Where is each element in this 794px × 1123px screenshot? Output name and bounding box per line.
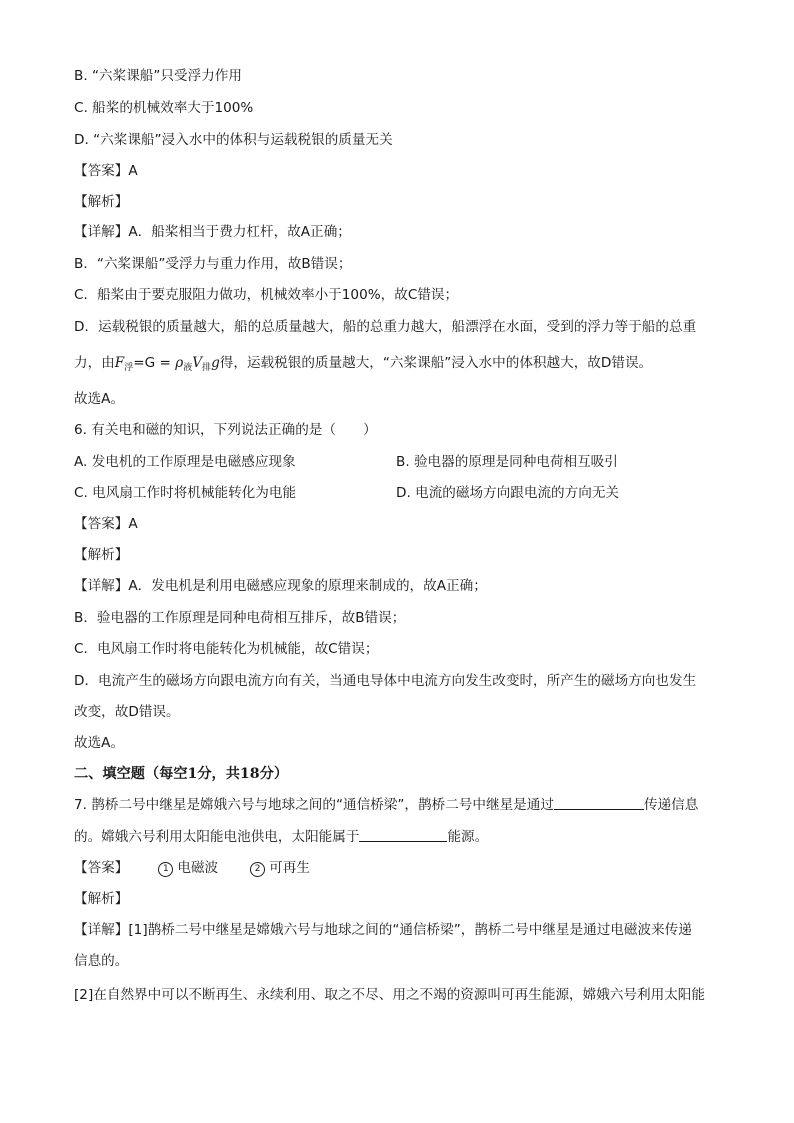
q5-option-c: C. 船桨的机械效率大于100% <box>74 100 254 116</box>
answer-blank-1 <box>554 795 644 810</box>
q7-detail-line2: 信息的。 <box>74 953 129 969</box>
q6-analysis-label: 【解析】 <box>74 547 129 563</box>
q6-detail-c: C．电风扇工作时将电能转化为机械能，故C错误； <box>74 641 379 657</box>
q6-option-c: C. 电风扇工作时将机械能转化为电能 <box>74 485 297 501</box>
q5-detail-d-post: 得，运载税银的质量越大，“六桨课船”浸入水中的体积越大，故D错误。 <box>219 355 653 371</box>
q5-choose: 故选A。 <box>74 391 125 407</box>
q5-option-b: B. “六桨课船”只受浮力作用 <box>74 68 242 84</box>
q6-option-b: B. 验电器的原理是同种电荷相互吸引 <box>396 454 618 470</box>
q6-detail-d-line1: D．电流产生的磁场方向跟电流方向有关，当通电导体中电流方向发生改变时，所产生的磁场方向也发生 <box>74 673 697 689</box>
q5-detail-d-pre: 力，由 <box>74 355 115 371</box>
answer-number-2: 2 <box>250 862 265 877</box>
q5-detail-a: 【详解】A．船桨相当于费力杠杆，故A正确； <box>74 224 351 240</box>
q7-answer: 【答案】 1 电磁波 2 可再生 <box>74 860 310 876</box>
q5-detail-b: B．“六桨课船”受浮力与重力作用，故B错误； <box>74 256 352 272</box>
q5-detail-d-line2 <box>74 353 652 373</box>
q5-analysis-label: 【解析】 <box>74 194 129 210</box>
q6-option-d: D. 电流的磁场方向跟电流的方向无关 <box>396 485 620 501</box>
q7-detail-line3: [2]在自然界中可以不断再生、永续利用、取之不尽、用之不竭的资源叫可再生能源，嫦娥六号利用太阳能 <box>74 987 705 1003</box>
q5-detail-d-line1: D．运载税银的质量越大，船的总质量越大，船的总重力越大，船漂浮在水面，受到的浮力等于船的总重 <box>74 319 697 335</box>
q7-stem-line1: 7. 鹊桥二号中继星是嫦娥六号与地球之间的“通信桥梁”，鹊桥二号中继星是通过 传递信息 <box>74 797 699 813</box>
answer-blank-2 <box>359 827 447 842</box>
q6-option-a: A. 发电机的工作原理是电磁感应现象 <box>74 454 296 470</box>
q6-detail-b: B．验电器的工作原理是同种电荷相互排斥，故B错误； <box>74 610 406 626</box>
q6-detail-d-line2: 改变，故D错误。 <box>74 704 180 720</box>
q7-analysis-label: 【解析】 <box>74 891 129 907</box>
q5-detail-c: C．船桨由于要克服阻力做功，机械效率小于100%，故C错误； <box>74 287 459 303</box>
q6-detail-a: 【详解】A．发电机是利用电磁感应现象的原理来制成的，故A正确； <box>74 578 487 594</box>
q6-choose: 故选A。 <box>74 735 125 751</box>
q7-stem-line2: 的。嫦娥六号利用太阳能电池供电，太阳能属于 能源。 <box>74 829 489 845</box>
q6-stem: 6. 有关电和磁的知识，下列说法正确的是（ ） <box>74 422 377 438</box>
q5-option-d: D. “六桨课船”浸入水中的体积与运载税银的质量无关 <box>74 132 393 148</box>
buoyancy-formula: $F_浮=G = \rho_液V_排g$ <box>114 355 220 373</box>
answer-number-1: 1 <box>158 862 173 877</box>
q6-answer: 【答案】A <box>74 516 138 532</box>
q6-options-row1 <box>74 452 714 472</box>
q6-options-row2 <box>74 483 714 503</box>
q7-detail-line1: 【详解】[1]鹊桥二号中继星是嫦娥六号与地球之间的“通信桥梁”，鹊桥二号中继星是通过电磁波来传递 <box>74 922 692 938</box>
section-title: 二、填空题（每空1分，共18分） <box>74 766 289 782</box>
q5-answer: 【答案】A <box>74 163 138 179</box>
